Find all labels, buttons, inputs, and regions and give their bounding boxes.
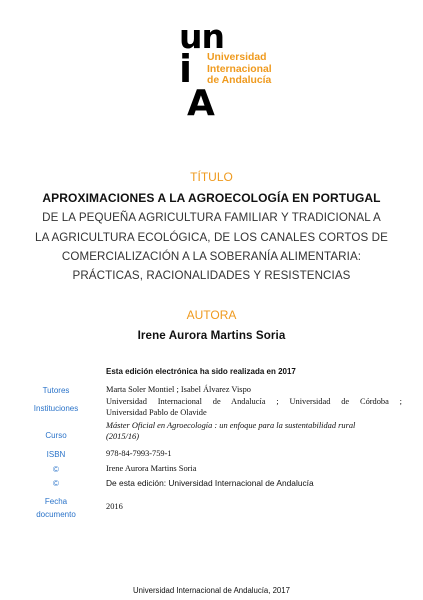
- copyright-edition-value: [106, 478, 402, 489]
- edition-note: Esta edición electrónica ha sido realizada en 2017: [106, 367, 296, 376]
- footer-publisher: Universidad Internacional de Andalucía, 2017: [133, 586, 290, 595]
- logo-name-line: Internacional: [207, 63, 272, 75]
- author-label: AUTORA: [186, 308, 237, 322]
- logo-mark-un: un: [179, 17, 224, 56]
- title-label: TÍTULO: [190, 170, 233, 184]
- fecha-text: 2016: [106, 502, 123, 511]
- logo-mark-a: A: [187, 83, 215, 124]
- logo-name-line: de Andalucía: [207, 75, 272, 86]
- isbn-value: [106, 449, 402, 460]
- subtitle-line: PRÁCTICAS, RACIONALIDADES Y RESISTENCIAS: [72, 269, 351, 282]
- copyright-edition-label: ©: [53, 479, 59, 488]
- university-logo: [0, 0, 423, 130]
- tutores-label: Tutores: [42, 386, 70, 395]
- copyright-author-label: ©: [53, 465, 59, 474]
- tutores-text: Marta Soler Montiel ; Isabel Álvarez Vispo: [106, 385, 251, 394]
- curso-line: Máster Oficial en Agroecología : un enfoque para la sustentabilidad rural: [106, 421, 356, 430]
- copyright-author-text: Irene Aurora Martins Soria: [106, 464, 197, 473]
- copyright-edition-text: De esta edición: Universidad Internacional de Andalucía: [106, 478, 314, 488]
- subtitle-line: DE LA PEQUEÑA AGRICULTURA FAMILIAR Y TRADICIONAL A: [42, 211, 381, 224]
- subtitle-line: LA AGRICULTURA ECOLÓGICA, DE LOS CANALES CORTOS DE: [35, 231, 388, 244]
- copyright-author-value: [106, 464, 402, 475]
- curso-line: (2015/16): [106, 431, 140, 441]
- isbn-label: ISBN: [46, 450, 66, 459]
- logo-university-name: [207, 52, 272, 87]
- instituciones-line: Universidad Pablo de Olavide: [106, 407, 207, 417]
- instituciones-value: [106, 397, 402, 418]
- fecha-label-line: documento: [36, 510, 76, 519]
- author-name: Irene Aurora Martins Soria: [137, 329, 286, 342]
- fecha-label-line: Fecha: [44, 497, 68, 506]
- subtitle-line: COMERCIALIZACIÓN A LA SOBERANÍA ALIMENTARIA:: [61, 250, 362, 263]
- instituciones-label: Instituciones: [33, 404, 79, 413]
- fecha-label: [18, 495, 94, 521]
- document-title: APROXIMACIONES A LA AGROECOLOGÍA EN PORTUGAL: [42, 191, 381, 205]
- logo-mark-i: i: [179, 47, 193, 91]
- logo-name-line: Universidad: [207, 52, 267, 63]
- fecha-value: [106, 502, 402, 513]
- instituciones-line: Universidad Internacional de Andalucía ; Universidad de Córdoba ;: [106, 397, 402, 406]
- tutores-value: [106, 385, 402, 396]
- isbn-text: 978-84-7993-759-1: [106, 449, 172, 458]
- curso-value: [106, 421, 402, 442]
- curso-label: Curso: [45, 431, 67, 440]
